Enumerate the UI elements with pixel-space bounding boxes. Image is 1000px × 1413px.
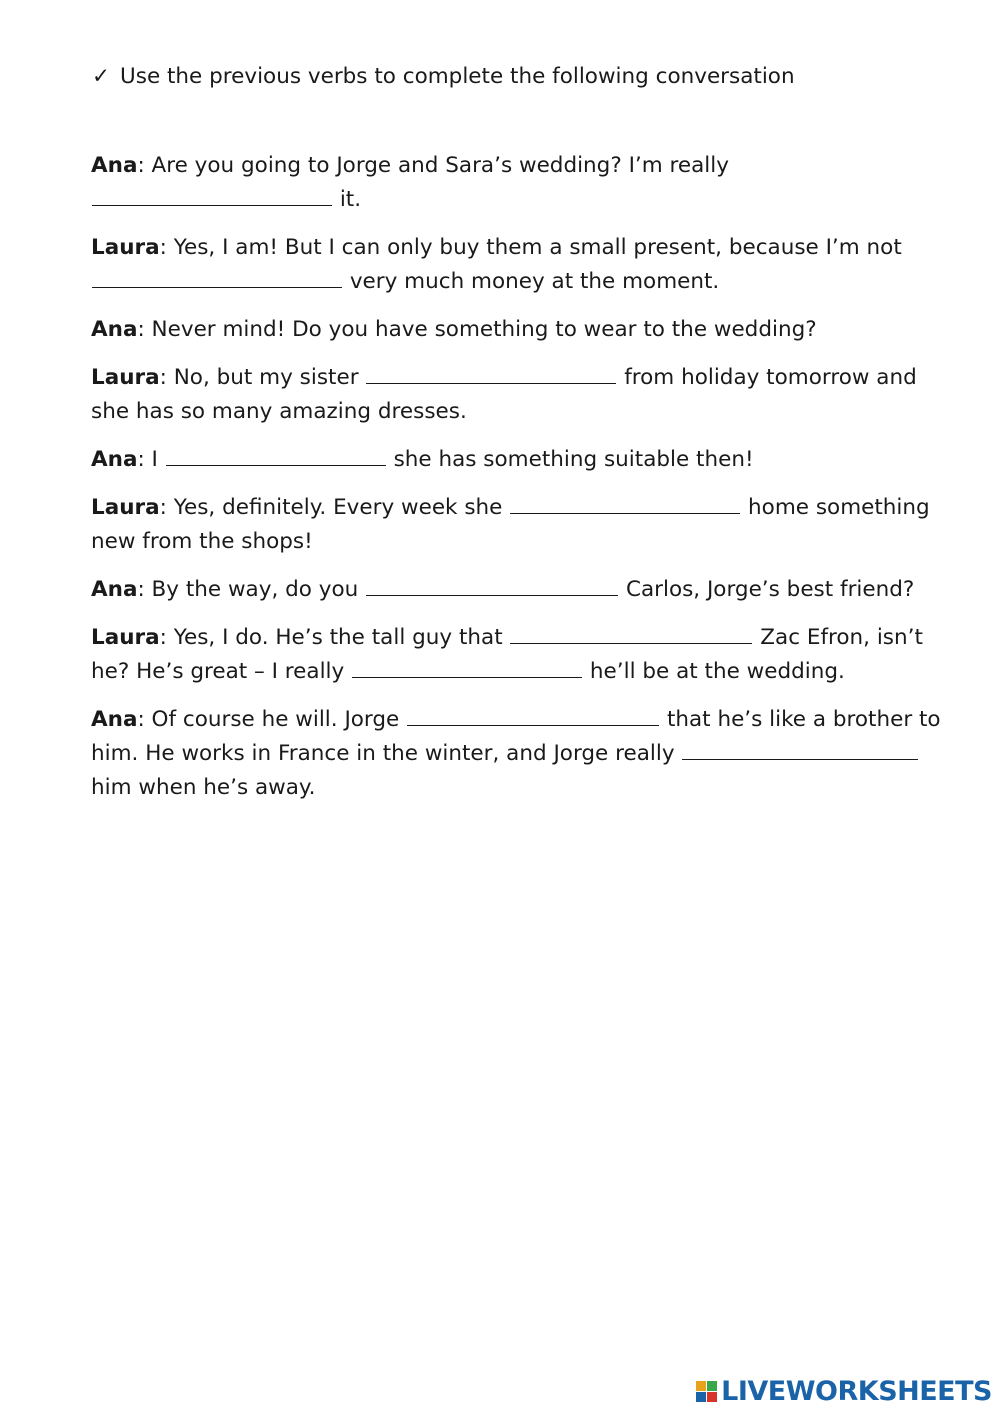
dialogue-line xyxy=(91,313,951,347)
line-text: that he’s like a brother to him. He works in France in the winter, and Jorge really xyxy=(91,707,941,766)
line-text: : I xyxy=(137,447,165,472)
answer-blank[interactable] xyxy=(510,623,752,644)
liveworksheets-logo xyxy=(696,1376,992,1407)
line-text: : Yes, I do. He’s the tall guy that xyxy=(159,625,510,650)
speaker-name: Ana xyxy=(91,577,138,602)
instruction-text: Use the previous verbs to complete the following conversation xyxy=(120,64,795,89)
logo-square-icon xyxy=(696,1392,706,1402)
dialogue-line xyxy=(91,361,951,429)
line-text: very much money at the moment. xyxy=(343,269,720,294)
line-text: it. xyxy=(333,187,362,212)
speaker-name: Laura xyxy=(91,625,160,650)
line-text: : Yes, I am! But I can only buy them a small present, because I’m not xyxy=(159,235,902,260)
logo-mark-icon xyxy=(696,1381,717,1402)
dialogue-line xyxy=(91,621,951,689)
line-text: : Yes, definitely. Every week she xyxy=(159,495,510,520)
line-text: she has something suitable then! xyxy=(386,447,754,472)
speaker-name: Ana xyxy=(91,153,138,178)
speaker-name: Laura xyxy=(91,495,160,520)
line-text: he’ll be at the wedding. xyxy=(583,659,845,684)
dialogue-line xyxy=(91,573,951,607)
speaker-name: Laura xyxy=(91,365,160,390)
checkmark-icon: ✓ xyxy=(92,64,111,89)
line-text: Zac Efron, isn’t he? He’s great – I really xyxy=(91,625,923,684)
speaker-name: Laura xyxy=(91,235,160,260)
answer-blank[interactable] xyxy=(510,493,740,514)
dialogue-line xyxy=(91,149,951,217)
line-text: home something new from the shops! xyxy=(91,495,930,554)
answer-blank[interactable] xyxy=(366,575,618,596)
instruction xyxy=(92,62,795,92)
speaker-name: Ana xyxy=(91,447,138,472)
speaker-name: Ana xyxy=(91,317,138,342)
dialogue-line xyxy=(91,703,951,805)
dialogue-line xyxy=(91,443,951,477)
line-text: : Are you going to Jorge and Sara’s wedding? I’m really xyxy=(137,153,729,178)
dialogue xyxy=(91,149,951,819)
logo-square-icon xyxy=(707,1392,717,1402)
line-text: : By the way, do you xyxy=(137,577,366,602)
dialogue-line xyxy=(91,231,951,299)
answer-blank[interactable] xyxy=(92,267,342,288)
answer-blank[interactable] xyxy=(166,445,386,466)
answer-blank[interactable] xyxy=(682,739,918,760)
logo-square-icon xyxy=(707,1381,717,1391)
line-text: him when he’s away. xyxy=(91,775,316,800)
speaker-name: Ana xyxy=(91,707,138,732)
answer-blank[interactable] xyxy=(366,363,616,384)
dialogue-line xyxy=(91,491,951,559)
line-text: Carlos, Jorge’s best friend? xyxy=(619,577,915,602)
logo-text: LIVEWORKSHEETS xyxy=(721,1376,992,1407)
answer-blank[interactable] xyxy=(352,657,582,678)
answer-blank[interactable] xyxy=(407,705,659,726)
line-text: : Of course he will. Jorge xyxy=(137,707,407,732)
line-text: from holiday tomorrow and she has so many amazing dresses. xyxy=(91,365,917,424)
line-text: : No, but my sister xyxy=(159,365,366,390)
logo-square-icon xyxy=(696,1381,706,1391)
line-text: : Never mind! Do you have something to wear to the wedding? xyxy=(137,317,817,342)
answer-blank[interactable] xyxy=(92,185,332,206)
